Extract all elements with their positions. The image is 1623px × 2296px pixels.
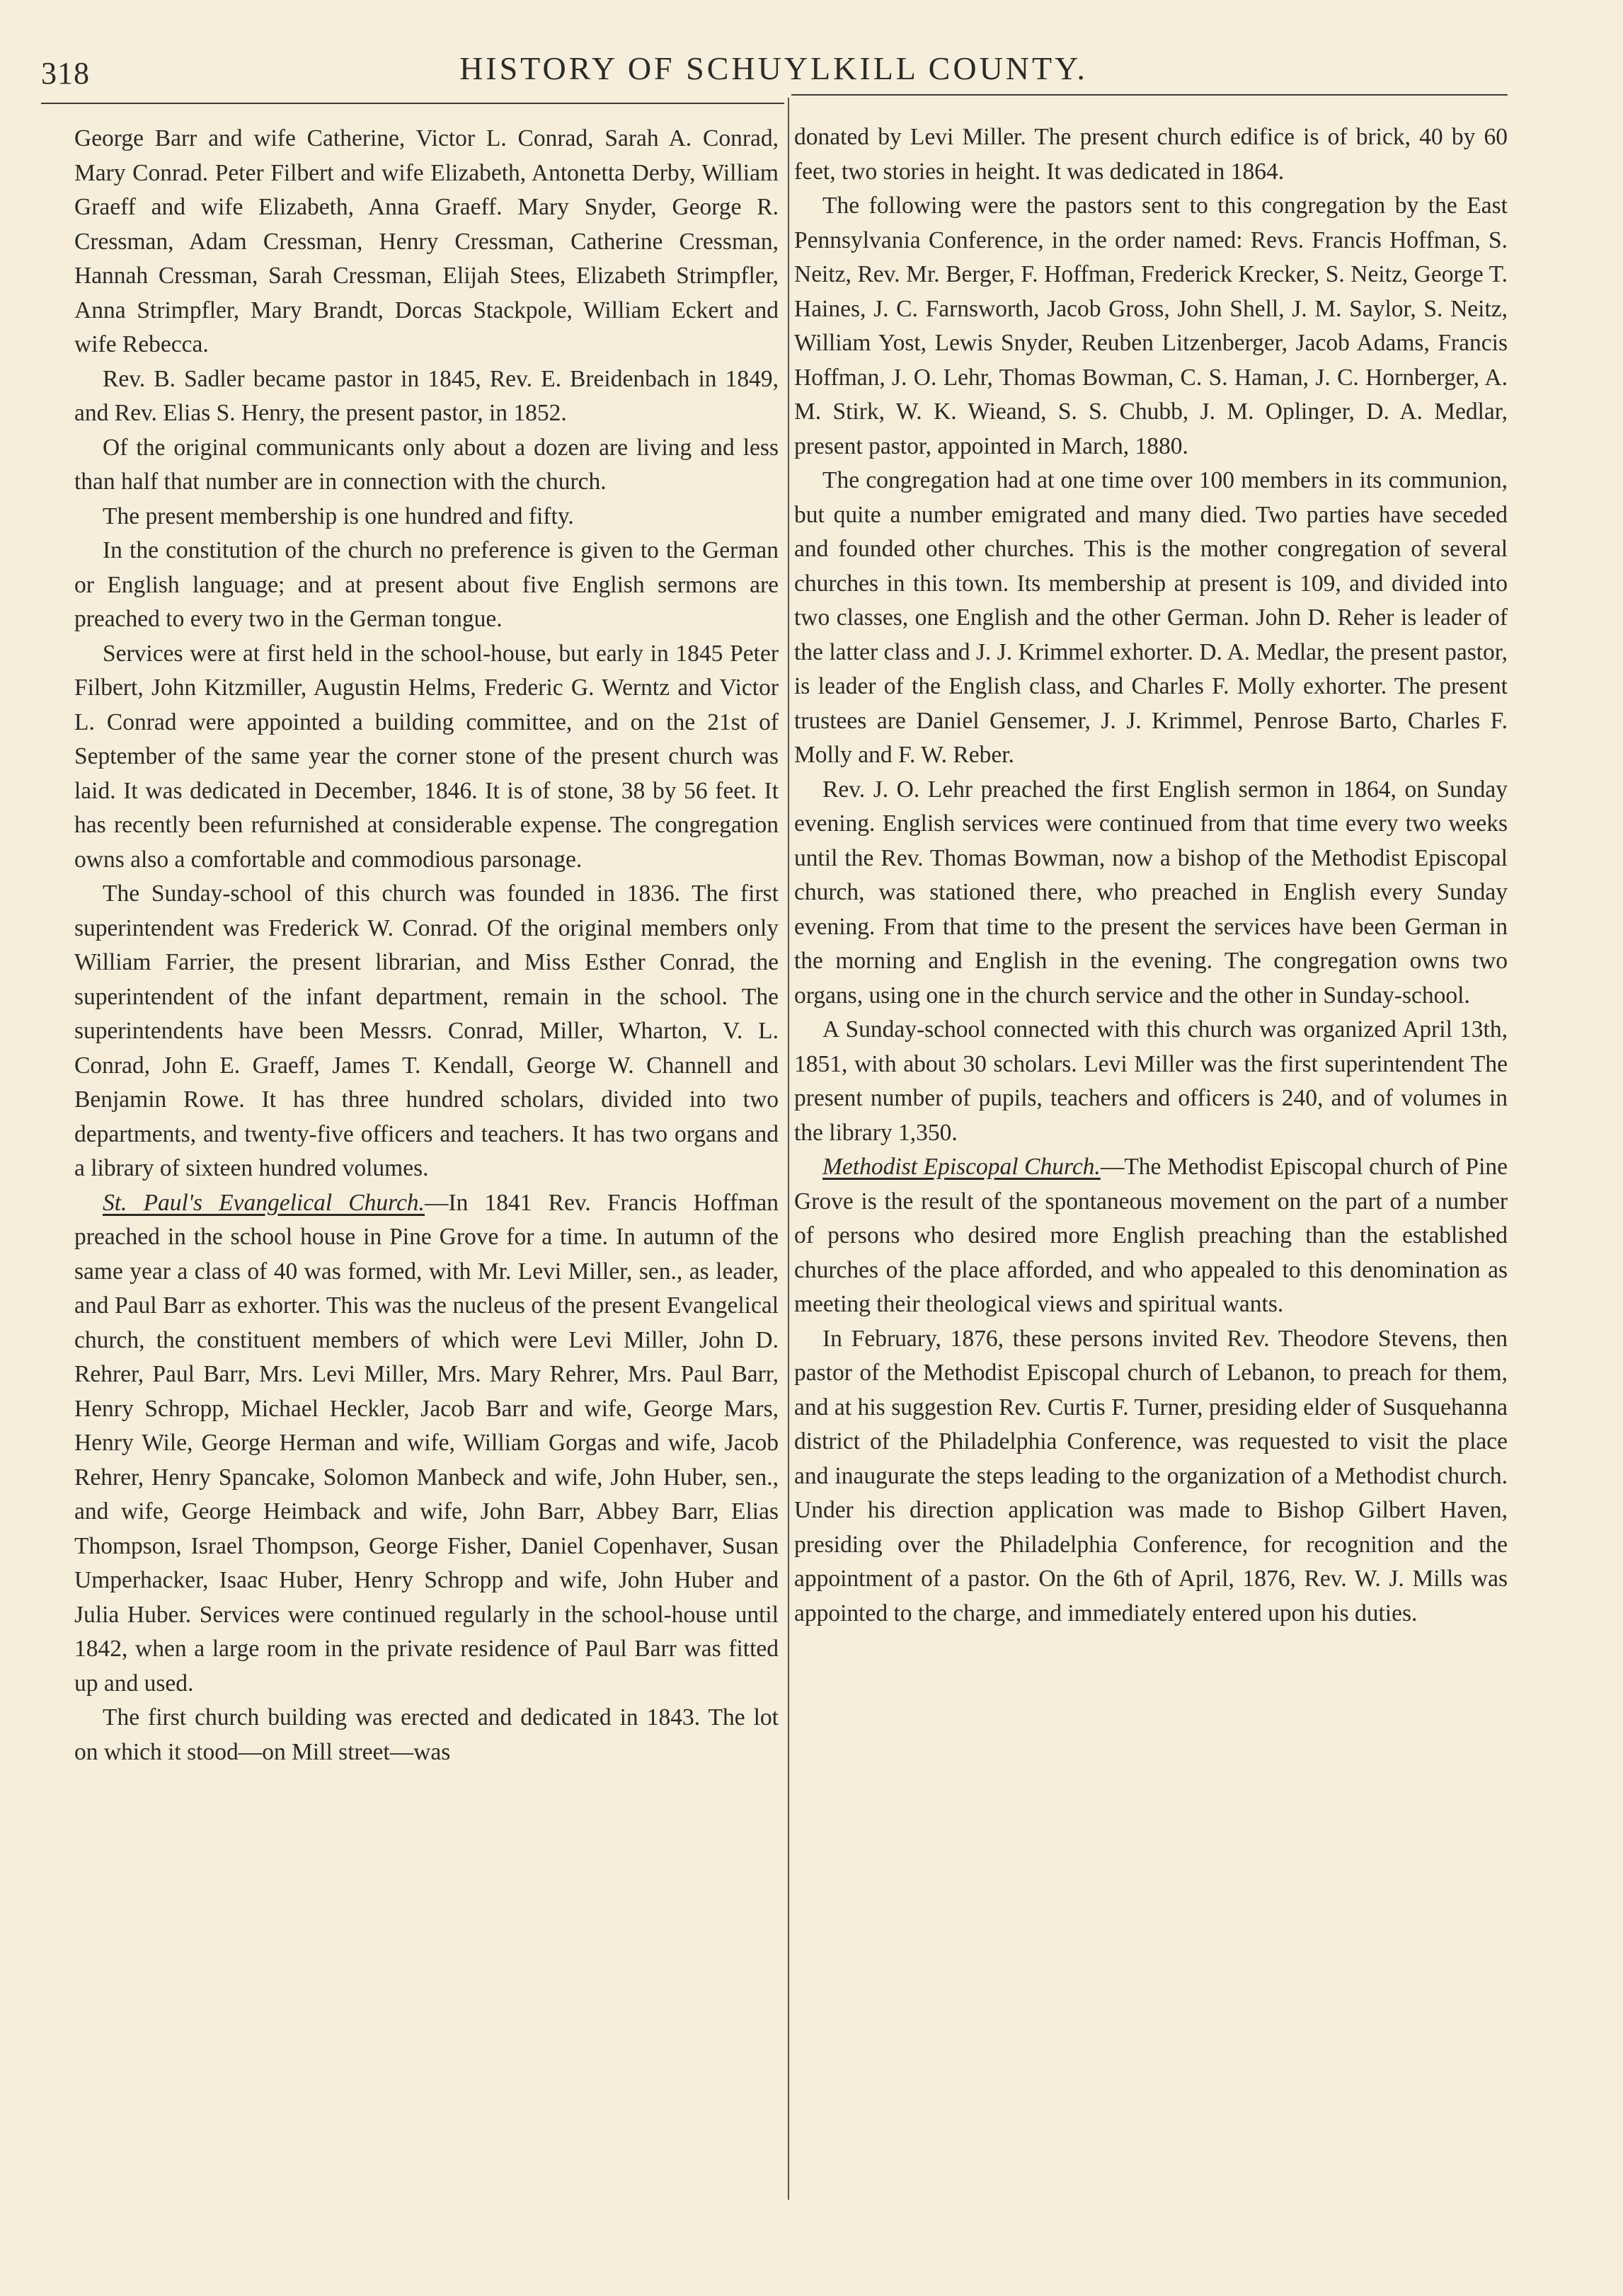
st-pauls-section-paragraph (74, 1186, 779, 1701)
running-title: HISTORY OF SCHUYLKILL COUNTY. (459, 50, 1088, 86)
paragraph: Rev. B. Sadler became pastor in 1845, Rev. E. Breidenbach in 1849, and Rev. Elias S. Henry, the present pastor, in 1852. (74, 365, 779, 426)
section-body-st-pauls: —In 1841 Rev. Francis Hoffman preached in the school house in Pine Grove for a time. In autumn of the same year a class of 40 was formed, with Mr. Levi Miller, sen., as leader, and Paul Barr as exhorter. This was the nucleus of the present Evangelical church, the constituent members of which were Levi Miller, John D. Rehrer, Paul Barr, Mrs. Levi Miller, Mrs. Mary Rehrer, Mrs. Paul Barr, Henry Schropp, Michael Heckler, Jacob Barr and wife, George Mars, Henry Wile, George Herman and wife, William Gorgas and wife, Jacob Rehrer, Henry Spancake, Solomon Manbeck and wife, John Huber, sen., and wife, George Heimback and wife, John Barr, Abbey Barr, Elias Thompson, Israel Thompson, George Fisher, Daniel Copenhaver, Susan Umperhacker, Isaac Huber, Henry Schropp and wife, John Huber and Julia Huber. Services were continued regularly in the school-house until 1842, when a large room in the private residence of Paul Barr was fitted up and used. (74, 1189, 779, 1697)
section-heading-st-pauls: St. Paul's Evangelical Church. (103, 1189, 425, 1216)
page-header (41, 44, 1506, 101)
paragraph: donated by Levi Miller. The present church edifice is of brick, 40 by 60 feet, two stories in height. It was dedicated in 1864. (794, 124, 1508, 185)
paragraph: George Barr and wife Catherine, Victor L. Conrad, Sarah A. Conrad, Mary Conrad. Peter Filbert and wife Elizabeth, Antonetta Derby, William Graeff and wife Elizabeth, Anna Graeff. Mary Snyder, George R. Cressman, Adam Cressman, Henry Cressman, Catherine Cressman, Hannah Cressman, Sarah Cressman, Elijah Stees, Elizabeth Strimpfler, Anna Strimpfler, Mary Brandt, Dorcas Stackpole, William Eckert and wife Rebecca. (74, 125, 779, 357)
column-divider (788, 98, 789, 2200)
methodist-section-paragraph (794, 1150, 1508, 1322)
header-rule-right (791, 94, 1508, 96)
paragraph: Of the original communicants only about a dozen are living and less than half that number are in connection with the church. (74, 434, 779, 495)
paragraph: In the constitution of the church no preference is given to the German or English language; and at present about five English sermons are preached to every two in the German tongue. (74, 537, 779, 632)
paragraph: The following were the pastors sent to this congregation by the East Pennsylvania Conference, in the order named: Revs. Francis Hoffman, S. Neitz, Rev. Mr. Berger, F. Hoffman, Frederick Krecker, S. Neitz, George T. Haines, J. C. Farnsworth, Jacob Gross, John Shell, J. M. Saylor, S. Neitz, William Yost, Lewis Snyder, Reuben Litzenberger, Jacob Adams, Francis Hoffman, J. O. Lehr, Thomas Bowman, C. S. Haman, J. C. Hornberger, A. M. Stirk, W. K. Wieand, S. S. Chubb, J. M. Oplinger, D. A. Medlar, present pastor, appointed in March, 1880. (794, 193, 1508, 459)
paragraph: Rev. J. O. Lehr preached the first English sermon in 1864, on Sunday evening. English services were continued from that time every two weeks until the Rev. Thomas Bowman, now a bishop of the Methodist Episcopal church, was stationed there, who preached in English every Sunday evening. From that time to the present the services have been German in the morning and English in the evening. The congregation owns two organs, using one in the church service and the other in Sunday-school. (794, 776, 1508, 1009)
paragraph: The present membership is one hundred and fifty. (103, 503, 574, 529)
paragraph: The congregation had at one time over 100 members in its communion, but quite a number emigrated and many died. Two parties have seceded and founded other churches. This is the mother congregation of several churches in this town. Its membership at present is 109, and divided into two classes, one English and the other German. John D. Reher is leader of the latter class and J. J. Krimmel exhorter. D. A. Medlar, the present pastor, is leader of the English class, and Charles F. Molly exhorter. The present trustees are Daniel Gensemer, J. J. Krimmel, Penrose Barto, Charles F. Molly and F. W. Reber. (794, 467, 1508, 768)
paragraph: In February, 1876, these persons invited Rev. Theodore Stevens, then pastor of the Methodist Episcopal church of Lebanon, to preach for them, and at his suggestion Rev. Curtis F. Turner, presiding elder of Susquehanna district of the Philadelphia Conference, was requested to visit the place and inaugurate the steps leading to the organization of a Methodist church. Under his direction application was made to Bishop Gilbert Haven, presiding over the Philadelphia Conference, for recognition and the appointment of a pastor. On the 6th of April, 1876, Rev. W. J. Mills was appointed to the charge, and immediately entered upon his duties. (794, 1325, 1508, 1626)
paragraph: The Sunday-school of this church was founded in 1836. The first superintendent was Frederick W. Conrad. Of the original members only William Farrier, the present librarian, and Miss Esther Conrad, the superintendent of the infant department, remain in the school. The superintendents have been Messrs. Conrad, Miller, Wharton, V. L. Conrad, John E. Graeff, James T. Kendall, George W. Channell and Benjamin Rowe. It has three hundred scholars, divided into two departments, and twenty-five officers and teachers. It has two organs and a library of sixteen hundred volumes. (74, 880, 779, 1181)
section-body-methodist: —The Methodist Episcopal church of Pine Grove is the result of the spontaneous movement on the part of a number of persons who desired more English preaching than the established churches of the place afforded, and who appealed to this denomination as meeting their theological views and spiritual wants. (794, 1154, 1508, 1317)
right-column (794, 120, 1508, 1631)
paragraph: Services were at first held in the school-house, but early in 1845 Peter Filbert, John Kitzmiller, Augustin Helms, Frederic G. Werntz and Victor L. Conrad were appointed a building committee, and on the 21st of September of the same year the corner stone of the present church was laid. It was dedicated in December, 1846. It is of stone, 38 by 56 feet. It has recently been refurnished at considerable expense. The congregation owns also a comfortable and commodious parsonage. (74, 640, 779, 873)
paragraph: A Sunday-school connected with this church was organized April 13th, 1851, with about 30 scholars. Levi Miller was the first superintendent The present number of pupils, teachers and officers is 240, and of volumes in the library 1,350. (794, 1016, 1508, 1146)
left-column (74, 122, 779, 1769)
paragraph: The first church building was erected and dedicated in 1843. The lot on which it stood—on Mill street—was (74, 1704, 779, 1765)
page-number: 318 (41, 56, 90, 91)
section-heading-methodist: Methodist Episcopal Church. (822, 1154, 1101, 1180)
header-rule-left (41, 103, 784, 104)
